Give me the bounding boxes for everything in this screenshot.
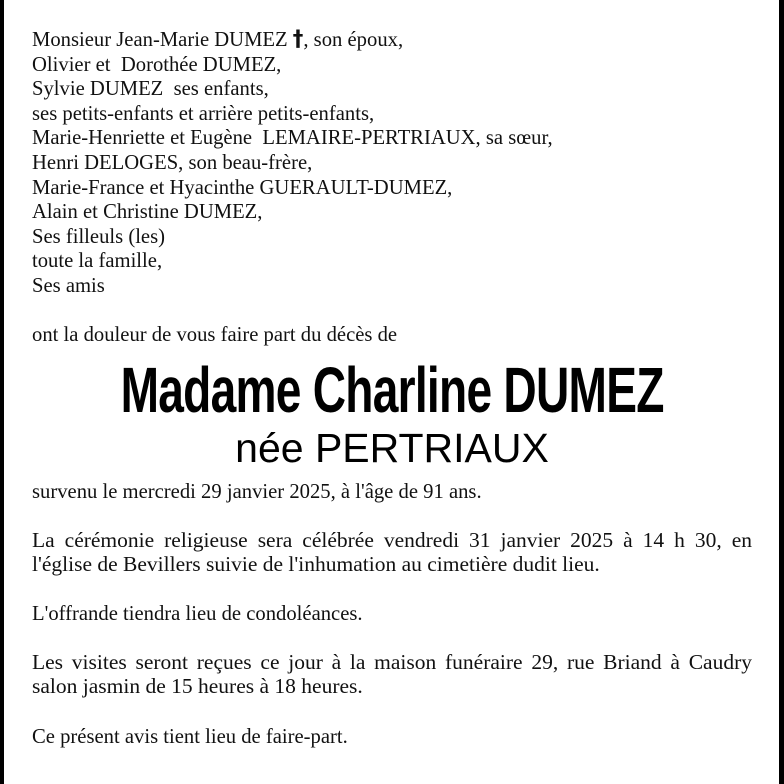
family-line: Marie-Henriette et Eugène LEMAIRE-PERTRIAUX, sa sœur, (32, 125, 553, 149)
family-line: Sylvie DUMEZ ses enfants, (32, 76, 269, 100)
family-line: Henri DELOGES, son beau-frère, (32, 150, 313, 174)
family-line: toute la famille, (32, 248, 163, 272)
deceased-name-text: Madame Charline DUMEZ (120, 354, 664, 426)
ceremony-details: La cérémonie religieuse sera célébrée vendredi 31 janvier 2025 à 14 h 30, en l'église de Bevillers suivie de l'inhumation au cimetière dudit lieu. (32, 528, 752, 576)
offering-note: L'offrande tiendra lieu de condoléances. (32, 601, 363, 625)
family-line: Ses filleuls (les) (32, 224, 166, 248)
family-line: Marie-France et Hyacinthe GUERAULT-DUMEZ, (32, 175, 453, 199)
family-line: Alain et Christine DUMEZ, (32, 199, 263, 223)
closing-note: Ce présent avis tient lieu de faire-part. (32, 724, 348, 748)
spouse-name: Monsieur Jean-Marie DUMEZ (32, 27, 288, 51)
family-line: Ses amis (32, 273, 105, 297)
family-line: ses petits-enfants et arrière petits-enfants, (32, 101, 375, 125)
spouse-relation: , son époux, (303, 27, 404, 51)
deceased-name (0, 354, 784, 426)
dagger-icon: † (292, 27, 304, 52)
announcement-text: ont la douleur de vous faire part du décès de (32, 322, 398, 346)
family-line: Olivier et Dorothée DUMEZ, (32, 52, 282, 76)
maiden-name: née PERTRIAUX (235, 425, 549, 471)
visits-details: Les visites seront reçues ce jour à la maison funéraire 29, rue Briand à Caudry salon jasmin de 15 heures à 18 heures. (32, 650, 752, 698)
death-details: survenu le mercredi 29 janvier 2025, à l'âge de 91 ans. (32, 479, 482, 503)
family-line-spouse (32, 27, 403, 52)
